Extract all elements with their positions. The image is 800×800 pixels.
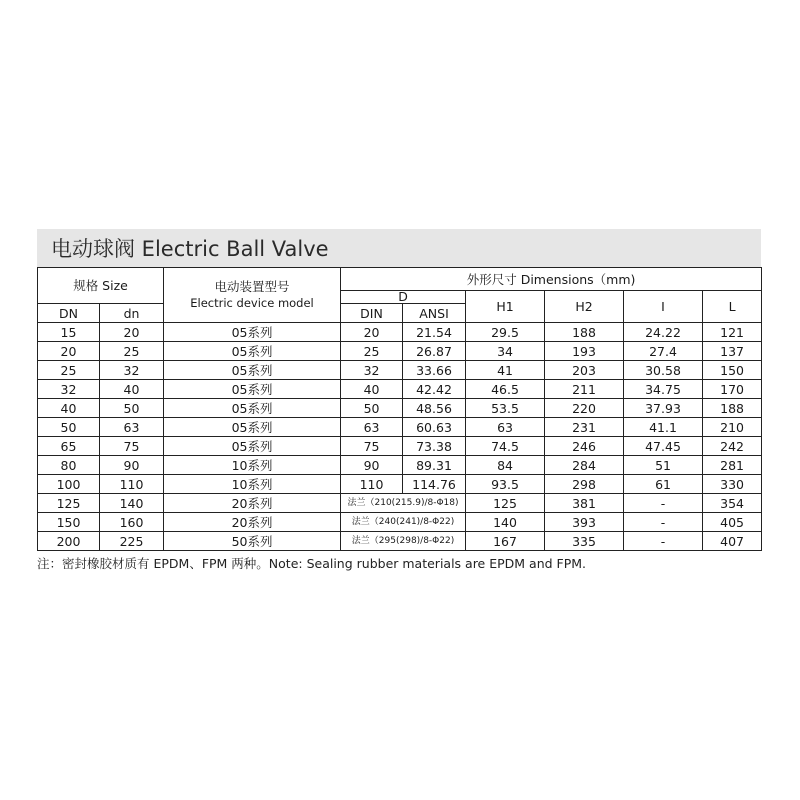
table-row xyxy=(38,399,762,418)
cell-dn-small: 32 xyxy=(100,361,164,380)
spec-table xyxy=(37,267,762,551)
table-row xyxy=(38,380,762,399)
cell-dn-small: 40 xyxy=(100,380,164,399)
cell-din: 32 xyxy=(341,361,403,380)
model-header-cn: 电动装置型号 xyxy=(214,279,290,294)
cell-ansi: 33.66 xyxy=(403,361,466,380)
cell-i: - xyxy=(624,532,703,551)
cell-i: 34.75 xyxy=(624,380,703,399)
cell-ansi: 48.56 xyxy=(403,399,466,418)
cell-dn: 40 xyxy=(38,399,100,418)
cell-h1: 93.5 xyxy=(466,475,545,494)
cell-i: 61 xyxy=(624,475,703,494)
cell-din: 40 xyxy=(341,380,403,399)
cell-dn: 32 xyxy=(38,380,100,399)
table-row xyxy=(38,361,762,380)
cell-h2: 188 xyxy=(545,323,624,342)
cell-h2: 381 xyxy=(545,494,624,513)
cell-h1: 167 xyxy=(466,532,545,551)
cell-h1: 53.5 xyxy=(466,399,545,418)
table-row xyxy=(38,323,762,342)
cell-h1: 140 xyxy=(466,513,545,532)
cell-dn-small: 110 xyxy=(100,475,164,494)
cell-model: 05系列 xyxy=(164,399,341,418)
cell-din: 90 xyxy=(341,456,403,475)
table-title: 电动球阀 Electric Ball Valve xyxy=(37,229,761,267)
cell-din: 63 xyxy=(341,418,403,437)
cell-l: 137 xyxy=(703,342,762,361)
cell-h2: 203 xyxy=(545,361,624,380)
cell-ansi: 114.76 xyxy=(403,475,466,494)
cell-dn: 125 xyxy=(38,494,100,513)
cell-dn-small: 20 xyxy=(100,323,164,342)
table-row xyxy=(38,532,762,551)
cell-din: 20 xyxy=(341,323,403,342)
cell-i: - xyxy=(624,513,703,532)
cell-flange: 法兰（210(215.9)/8-Φ18) xyxy=(341,494,466,513)
cell-l: 242 xyxy=(703,437,762,456)
cell-l: 405 xyxy=(703,513,762,532)
cell-l: 121 xyxy=(703,323,762,342)
dimensions-header: 外形尺寸 Dimensions（mm) xyxy=(341,268,762,291)
cell-dn: 200 xyxy=(38,532,100,551)
h1-header: H1 xyxy=(466,291,545,323)
cell-h2: 211 xyxy=(545,380,624,399)
cell-h2: 393 xyxy=(545,513,624,532)
table-row xyxy=(38,456,762,475)
cell-dn-small: 50 xyxy=(100,399,164,418)
i-header: I xyxy=(624,291,703,323)
table-row xyxy=(38,418,762,437)
cell-dn-small: 75 xyxy=(100,437,164,456)
cell-ansi: 73.38 xyxy=(403,437,466,456)
table-row xyxy=(38,494,762,513)
cell-i: 51 xyxy=(624,456,703,475)
model-header xyxy=(164,268,341,323)
cell-ansi: 21.54 xyxy=(403,323,466,342)
cell-l: 188 xyxy=(703,399,762,418)
cell-h2: 246 xyxy=(545,437,624,456)
cell-i: 24.22 xyxy=(624,323,703,342)
cell-flange: 法兰（295(298)/8-Φ22) xyxy=(341,532,466,551)
ansi-header: ANSI xyxy=(403,304,466,323)
din-header: DIN xyxy=(341,304,403,323)
cell-h1: 84 xyxy=(466,456,545,475)
cell-ansi: 42.42 xyxy=(403,380,466,399)
cell-flange: 法兰（240(241)/8-Φ22) xyxy=(341,513,466,532)
cell-dn: 25 xyxy=(38,361,100,380)
cell-model: 05系列 xyxy=(164,323,341,342)
cell-dn-small: 160 xyxy=(100,513,164,532)
cell-h2: 298 xyxy=(545,475,624,494)
table-row xyxy=(38,513,762,532)
model-header-en: Electric device model xyxy=(190,296,314,310)
cell-h1: 34 xyxy=(466,342,545,361)
cell-dn-small: 90 xyxy=(100,456,164,475)
cell-model: 20系列 xyxy=(164,494,341,513)
size-header: 规格 Size xyxy=(38,268,164,304)
cell-ansi: 60.63 xyxy=(403,418,466,437)
l-header: L xyxy=(703,291,762,323)
cell-ansi: 89.31 xyxy=(403,456,466,475)
cell-i: 37.93 xyxy=(624,399,703,418)
cell-i: 30.58 xyxy=(624,361,703,380)
table-row xyxy=(38,342,762,361)
cell-h1: 29.5 xyxy=(466,323,545,342)
cell-l: 170 xyxy=(703,380,762,399)
cell-i: 41.1 xyxy=(624,418,703,437)
cell-h1: 125 xyxy=(466,494,545,513)
cell-dn: 150 xyxy=(38,513,100,532)
cell-model: 50系列 xyxy=(164,532,341,551)
cell-model: 10系列 xyxy=(164,475,341,494)
cell-dn-small: 63 xyxy=(100,418,164,437)
cell-h2: 231 xyxy=(545,418,624,437)
cell-dn: 100 xyxy=(38,475,100,494)
cell-model: 10系列 xyxy=(164,456,341,475)
cell-model: 05系列 xyxy=(164,418,341,437)
h2-header: H2 xyxy=(545,291,624,323)
cell-h2: 335 xyxy=(545,532,624,551)
cell-dn-small: 25 xyxy=(100,342,164,361)
cell-dn: 50 xyxy=(38,418,100,437)
cell-h2: 193 xyxy=(545,342,624,361)
cell-dn: 80 xyxy=(38,456,100,475)
table-row xyxy=(38,475,762,494)
dn-upper-header: DN xyxy=(38,304,100,323)
cell-model: 05系列 xyxy=(164,437,341,456)
cell-din: 25 xyxy=(341,342,403,361)
cell-h1: 46.5 xyxy=(466,380,545,399)
cell-i: - xyxy=(624,494,703,513)
cell-l: 354 xyxy=(703,494,762,513)
footnote: 注：密封橡胶材质有 EPDM、FPM 两种。Note: Sealing rubber materials are EPDM and FPM. xyxy=(37,556,587,571)
d-header: D xyxy=(341,291,466,304)
cell-i: 27.4 xyxy=(624,342,703,361)
cell-dn: 15 xyxy=(38,323,100,342)
cell-dn-small: 225 xyxy=(100,532,164,551)
cell-ansi: 26.87 xyxy=(403,342,466,361)
cell-model: 05系列 xyxy=(164,361,341,380)
cell-l: 407 xyxy=(703,532,762,551)
dn-lower-header: dn xyxy=(100,304,164,323)
cell-model: 05系列 xyxy=(164,380,341,399)
cell-l: 150 xyxy=(703,361,762,380)
cell-l: 330 xyxy=(703,475,762,494)
cell-l: 281 xyxy=(703,456,762,475)
table-row xyxy=(38,437,762,456)
cell-model: 05系列 xyxy=(164,342,341,361)
cell-din: 50 xyxy=(341,399,403,418)
cell-h1: 63 xyxy=(466,418,545,437)
cell-i: 47.45 xyxy=(624,437,703,456)
spec-sheet xyxy=(37,229,761,572)
cell-dn: 65 xyxy=(38,437,100,456)
cell-dn: 20 xyxy=(38,342,100,361)
cell-l: 210 xyxy=(703,418,762,437)
cell-h2: 220 xyxy=(545,399,624,418)
cell-h2: 284 xyxy=(545,456,624,475)
cell-model: 20系列 xyxy=(164,513,341,532)
cell-h1: 74.5 xyxy=(466,437,545,456)
cell-dn-small: 140 xyxy=(100,494,164,513)
cell-h1: 41 xyxy=(466,361,545,380)
cell-din: 75 xyxy=(341,437,403,456)
cell-din: 110 xyxy=(341,475,403,494)
